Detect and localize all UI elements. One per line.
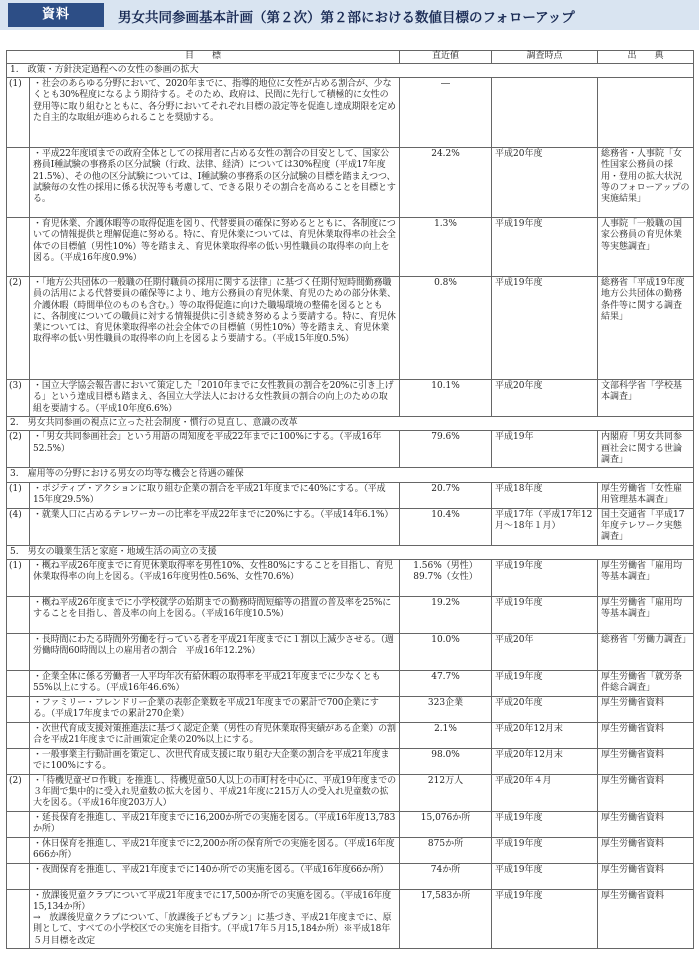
column-header-period: 調査時点: [492, 51, 598, 64]
current-value: 0.8%: [400, 277, 492, 380]
survey-period: 平成19年度: [492, 863, 598, 889]
survey-period: 平成19年度: [492, 559, 598, 596]
section-title: 5. 男女の職業生活と家庭・地域生活の両立の支援: [7, 545, 694, 559]
row-index: [7, 148, 30, 218]
target-text: ・延長保育を推進し、平成21年度までに16,200か所での実施を図る。（平成16年度13,783か所）: [30, 811, 400, 837]
target-text: ・「待機児童ゼロ作戦」を推進し、待機児童50人以上の市町村を中心に、平成19年度までの３年間で集中的に受入れ児童数の拡大を図り、平成21年度に215万人の受入れ児童数の拡大を図る。（平成16年度203万人）: [30, 774, 400, 811]
header-bar: [0, 0, 699, 30]
current-value: 20.7%: [400, 482, 492, 508]
row-index: (1): [7, 78, 30, 148]
section-title: 2. 男女共同参画の視点に立った社会制度・慣行の見直し、意識の改革: [7, 417, 694, 431]
target-text: ・休日保育を推進し、平成21年度までに2,200か所の保育所での実施を図る。（平成16年度666か所）: [30, 837, 400, 863]
source-text: 厚生労働省「就労条件総合調査」: [598, 670, 694, 696]
source-text: 文部科学省「学校基本調査」: [598, 380, 694, 417]
row-index: (2): [7, 277, 30, 380]
survey-period: 平成19年: [492, 431, 598, 468]
survey-period: 平成19年度: [492, 837, 598, 863]
followup-table: [6, 50, 694, 949]
row-index: (1): [7, 559, 30, 596]
row-index: [7, 670, 30, 696]
survey-period: 平成19年度: [492, 218, 598, 277]
row-index: [7, 596, 30, 633]
table-row: [7, 431, 694, 468]
target-text: ・就業人口に占めるテレワーカーの比率を平成22年までに20%にする。（平成14年6.1%）: [30, 508, 400, 545]
survey-period: 平成19年度: [492, 277, 598, 380]
survey-period: 平成19年度: [492, 670, 598, 696]
target-text: ・社会のあらゆる分野において、2020年までに、指導的地位に女性が占める割合が、少なくとも30%程度になるよう期待する。そのため、政府は、民間に先行して積極的に女性の登用等に取り組むとともに、各分野においてそれぞれ目標の設定等を促進し達成期限を定めた自主的な取組が進められることを奨励する。: [30, 78, 400, 148]
row-index: [7, 811, 30, 837]
row-index: [7, 696, 30, 722]
row-index: (2): [7, 431, 30, 468]
row-index: (3): [7, 380, 30, 417]
survey-period: 平成20年度: [492, 380, 598, 417]
source-text: 厚生労働省資料: [598, 837, 694, 863]
source-text: 厚生労働省資料: [598, 774, 694, 811]
survey-period: 平成20年12月末: [492, 722, 598, 748]
table-row: [7, 218, 694, 277]
table-row: [7, 277, 694, 380]
target-text: ・国立大学協会報告書において策定した「2010年までに女性教員の割合を20%に引き上げる」という達成目標も踏まえ、各国立大学法人における女性教員の割合の向上のための取組を要請する。（平成10年度6.6%）: [30, 380, 400, 417]
table-row: [7, 482, 694, 508]
page-title: 男女共同参画基本計画（第２次）第２部における数値目標のフォローアップ: [118, 10, 575, 26]
current-value: 17,583か所: [400, 889, 492, 948]
section-row: [7, 417, 694, 431]
current-value: 79.6%: [400, 431, 492, 468]
survey-period: 平成19年度: [492, 596, 598, 633]
source-text: 厚生労働省「雇用均等基本調査」: [598, 596, 694, 633]
current-value: 323企業: [400, 696, 492, 722]
document-badge: 資料: [8, 3, 104, 27]
current-value: 2.1%: [400, 722, 492, 748]
row-index: (2): [7, 774, 30, 811]
target-text: ・放課後児童クラブについて平成21年度までに17,500か所での実施を図る。（平成16年度15,134か所） → 放課後児童クラブについて、「放課後子どもプラン」に基づき、平成21年度までに、原則として、すべての小学校区での実施を目指す。（平成17年５月15,184か所）※平成18年５月目標を改定: [30, 889, 400, 948]
table-row: [7, 837, 694, 863]
section-title: 1. 政策・方針決定過程への女性の参画の拡大: [7, 64, 694, 78]
section-row: [7, 468, 694, 482]
table-row: [7, 78, 694, 148]
table-row: [7, 696, 694, 722]
current-value: 10.0%: [400, 633, 492, 670]
survey-period: 平成20年: [492, 633, 598, 670]
current-value: 47.7%: [400, 670, 492, 696]
target-text: ・概ね平成26年度までに小学校就学の始期までの勤務時間短縮等の措置の普及率を25%にすることを目指し、普及率の向上を図る。（平成16年度10.5%）: [30, 596, 400, 633]
table-row: [7, 633, 694, 670]
target-text: ・育児休業、介護休暇等の取得促進を図り、代替要員の確保に努めるとともに、各制度についての情報提供と理解促進に努める。特に、育児休業については、育児休業取得率の社会全体での目標値（男性10%）等を踏まえ、育児休業取得率の低い男性職員の取得率の向上を図る。（平成16年度0.9%）: [30, 218, 400, 277]
table-row: [7, 863, 694, 889]
target-text: ・概ね平成26年度までに育児休業取得率を男性10%、女性80%にすることを目指し、育児休業取得率の向上を図る。（平成16年度男性0.56%、女性70.6%）: [30, 559, 400, 596]
source-text: 総務省・人事院「女性国家公務員の採用・登用の拡大状況等のフォローアップの実施結果」: [598, 148, 694, 218]
table-row: [7, 559, 694, 596]
table-row: [7, 148, 694, 218]
current-value: 10.1%: [400, 380, 492, 417]
survey-period: 平成19年度: [492, 889, 598, 948]
source-text: 厚生労働省資料: [598, 748, 694, 774]
source-text: 総務省「平成19年度地方公共団体の勤務条件等に関する調査結果」: [598, 277, 694, 380]
table-row: [7, 774, 694, 811]
survey-period: 平成19年度: [492, 811, 598, 837]
current-value: 19.2%: [400, 596, 492, 633]
current-value: 24.2%: [400, 148, 492, 218]
current-value: 15,076か所: [400, 811, 492, 837]
table-body: [7, 64, 694, 949]
current-value: 98.0%: [400, 748, 492, 774]
survey-period: 平成20年４月: [492, 774, 598, 811]
row-index: [7, 863, 30, 889]
source-text: 厚生労働省資料: [598, 863, 694, 889]
row-index: (1): [7, 482, 30, 508]
source-text: 総務省「労働力調査」: [598, 633, 694, 670]
survey-period: 平成20年12月末: [492, 748, 598, 774]
section-row: [7, 64, 694, 78]
table-row: [7, 380, 694, 417]
source-text: 厚生労働省「女性雇用管理基本調査」: [598, 482, 694, 508]
source-text: 厚生労働省資料: [598, 889, 694, 948]
column-header-target: 目 標: [7, 51, 400, 64]
row-index: [7, 633, 30, 670]
source-text: 厚生労働省資料: [598, 811, 694, 837]
survey-period: 平成18年度: [492, 482, 598, 508]
survey-period: 平成20年度: [492, 696, 598, 722]
survey-period: [492, 78, 598, 148]
target-text: ・平成22年度頃までの政府全体としての採用者に占める女性の割合の目安として、国家公務員Ⅰ種試験の事務系の区分試験（行政、法律、経済）については30%程度（平成17年度21.5%）、その他の区分試験については、Ⅰ種試験の事務系の区分試験の目標を踏まえつつ、試験毎の女性の採用に係る状況等も考慮して、できる限りその割合を高めることを目標とする。: [30, 148, 400, 218]
current-value: 10.4%: [400, 508, 492, 545]
table-row: [7, 508, 694, 545]
current-value: ―: [400, 78, 492, 148]
table-row: [7, 596, 694, 633]
column-header-source: 出 典: [598, 51, 694, 64]
target-text: ・夜間保育を推進し、平成21年度までに140か所での実施を図る。（平成16年度66か所）: [30, 863, 400, 889]
source-text: 厚生労働省「雇用均等基本調査」: [598, 559, 694, 596]
target-text: ・ポジティブ・アクションに取り組む企業の割合を平成21年度までに40%にする。（平成15年度29.5%）: [30, 482, 400, 508]
table-row: [7, 748, 694, 774]
current-value: 875か所: [400, 837, 492, 863]
column-header-value: 直近値: [400, 51, 492, 64]
source-text: 厚生労働省資料: [598, 696, 694, 722]
row-index: [7, 889, 30, 948]
row-index: [7, 837, 30, 863]
row-index: (4): [7, 508, 30, 545]
table-row: [7, 670, 694, 696]
target-text: ・「地方公共団体の一般職の任期付職員の採用に関する法律」に基づく任期付短時間勤務職員の活用による代替要員の確保等により、地方公務員の育児休業、育児のための部分休業、介護休暇（時間単位のものも含む。）等の取得促進に向けた職場環境の整備を図るとともに、各制度についての職員に対する情報提供に引き続き努めるよう要請する。特に、育児休業については、育児休業取得率の社会全体での目標値（男性10%）等を踏まえ、育児休業取得率の低い男性職員の取得率の向上を図るよう要請する。（平成15年度0.5%）: [30, 277, 400, 380]
current-value: 74か所: [400, 863, 492, 889]
survey-period: 平成20年度: [492, 148, 598, 218]
target-text: ・ファミリー・フレンドリー企業の表彰企業数を平成21年度までの累計で700企業にする。（平成17年度までの累計270企業）: [30, 696, 400, 722]
table-wrap: [6, 50, 693, 949]
section-row: [7, 545, 694, 559]
survey-period: 平成17年（平成17年12月～18年１月）: [492, 508, 598, 545]
target-text: ・企業全体に係る労働者一人平均年次有給休暇の取得率を平成21年度までに少なくとも55%以上にする。（平成16年46.6%）: [30, 670, 400, 696]
table-row: [7, 889, 694, 948]
current-value: 212万人: [400, 774, 492, 811]
header-row: [7, 51, 694, 64]
row-index: [7, 748, 30, 774]
current-value: 1.3%: [400, 218, 492, 277]
source-text: 内閣府「男女共同参画社会に関する世論調査」: [598, 431, 694, 468]
source-text: 国土交通省「平成17年度テレワーク実態調査」: [598, 508, 694, 545]
target-text: ・長時間にわたる時間外労働を行っている者を平成21年度までに１割以上減少させる。（週労働時間60時間以上の雇用者の割合 平成16年12.2%）: [30, 633, 400, 670]
target-text: ・一般事業主行動計画を策定し、次世代育成支援に取り組む大企業の割合を平成21年度までに100%にする。: [30, 748, 400, 774]
source-text: 厚生労働省資料: [598, 722, 694, 748]
current-value: 1.56%（男性）89.7%（女性）: [400, 559, 492, 596]
table-row: [7, 722, 694, 748]
section-title: 3. 雇用等の分野における男女の均等な機会と待遇の確保: [7, 468, 694, 482]
row-index: [7, 722, 30, 748]
table-row: [7, 811, 694, 837]
target-text: ・次世代育成支援対策推進法に基づく認定企業（男性の育児休業取得実績がある企業）の割合を平成21年度までに計画策定企業の20%以上にする。: [30, 722, 400, 748]
source-text: [598, 78, 694, 148]
row-index: [7, 218, 30, 277]
source-text: 人事院「一般職の国家公務員の育児休業等実態調査」: [598, 218, 694, 277]
target-text: ・「男女共同参画社会」という用語の周知度を平成22年までに100%にする。（平成16年52.5%）: [30, 431, 400, 468]
